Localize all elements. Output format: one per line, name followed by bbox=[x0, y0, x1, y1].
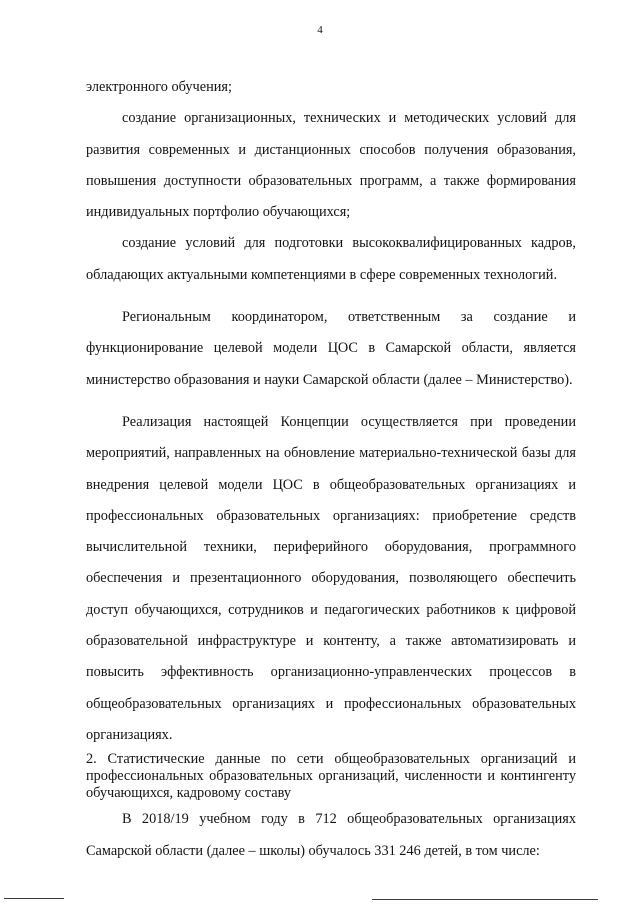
scan-edge-mark-right bbox=[372, 899, 598, 900]
section-heading: 2. Статистические данные по сети общеобразовательных организаций и профессиональных образовательных организаций, численности и контингенту обучающихся, кадровому составу bbox=[86, 751, 576, 802]
document-body bbox=[86, 72, 576, 867]
paragraph-implementation: Реализация настоящей Концепции осуществляется при проведении мероприятий, направленных на обновление материально-технической базы для внедрения целевой модели ЦОС в общеобразовательных организациях и профессиональных образовательных организациях: приобретение средств вычислительной техники, периферийного оборудования, программного обеспечения и презентационного оборудования, позволяющего обеспечить доступ обучающихся, сотрудников и педагогических работников к цифровой образовательной инфраструктуре и контенту, а также автоматизировать и повысить эффективность организационно-управленческих процессов в общеобразовательных организациях и профессиональных образовательных организациях. bbox=[86, 413, 576, 743]
paragraph-coordinator: Региональным координатором, ответственным за создание и функционирование целевой модели ЦОС в Самарской области, является министерство образования и науки Самарской области (далее – Министерство). bbox=[86, 309, 576, 388]
paragraph-statistics: В 2018/19 учебном году в 712 общеобразовательных организациях Самарской области (далее – школы) обучалось 331 246 детей, в том числе: bbox=[86, 811, 576, 859]
paragraph-training: создание условий для подготовки высококвалифицированных кадров, обладающих актуальными компетенциями в сфере современных технологий. bbox=[86, 235, 576, 283]
page-number: 4 bbox=[317, 24, 323, 36]
paragraph-continuation: электронного обучения; bbox=[86, 79, 232, 95]
scan-edge-mark-left bbox=[4, 898, 64, 899]
paragraph-conditions: создание организационных, технических и методических условий для развития современных и дистанционных способов получения образования, повышения доступности образовательных программ, а также формирования индивидуальных портфолио обучающихся; bbox=[86, 110, 576, 221]
